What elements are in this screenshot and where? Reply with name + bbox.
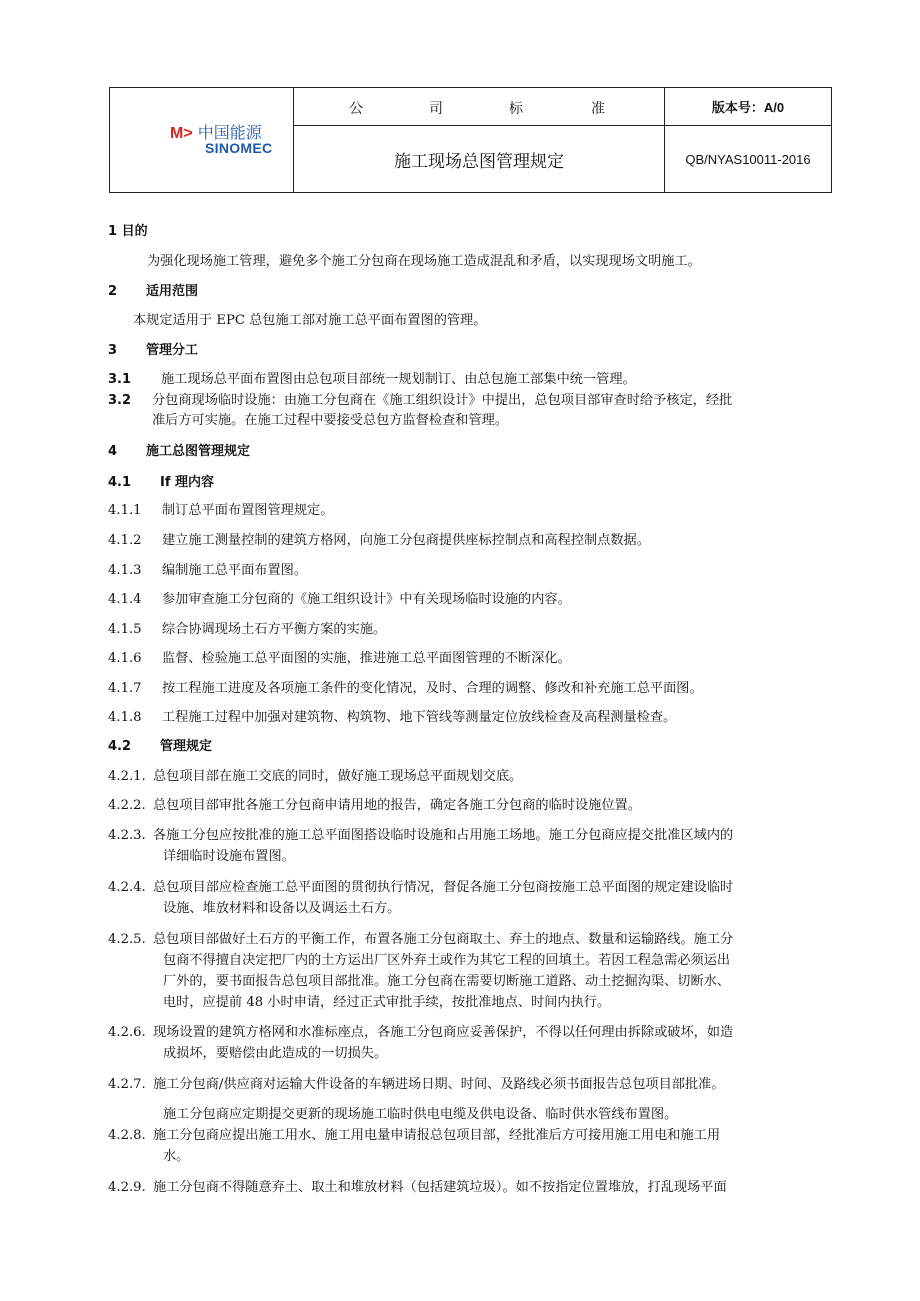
- item-num: 4.1.1: [108, 503, 142, 518]
- section-title: 管理分工: [146, 343, 199, 358]
- section-1-heading: [108, 223, 148, 241]
- section-1-text: 为强化现场施工管理，避免多个施工分包商在现场施工造成混乱和矛盾，以实现现场文明施工。: [147, 254, 701, 269]
- clause-3-1: [108, 371, 636, 389]
- standard-char: 公: [349, 101, 363, 117]
- item-text: 施工分包商/供应商对运输大件设备的车辆进场日期、时间、及路线必须书面报告总包项目部批准。: [153, 1077, 725, 1092]
- clause-num: 3.1: [108, 372, 132, 387]
- item-num: 4.2.2.: [108, 798, 146, 813]
- section-4-heading: [108, 443, 250, 461]
- company-logo: [110, 88, 294, 193]
- list-item: [108, 827, 734, 845]
- item-text: 参加审查施工分包商的《施工组织设计》中有关现场临时设施的内容。: [162, 592, 571, 607]
- list-item: [108, 1127, 721, 1145]
- item-text: 总包项目部在施工交底的同时，做好施工现场总平面规划交底。: [153, 769, 523, 784]
- item-text: 现场设置的建筑方格网和水准标座点，各施工分包商应妥善保护，不得以任何理由拆除或破坏，如造: [153, 1025, 734, 1040]
- list-item: [108, 797, 641, 815]
- section-3-heading: [108, 342, 198, 360]
- item-text: 编制施工总平面布置图。: [162, 563, 308, 578]
- item-text: 总包项目部做好土石方的平衡工作，布置各施工分包商取土、弃土的地点、数量和运输路线。施工分: [153, 932, 734, 947]
- item-text: 监督、检验施工总平面图的实施，推进施工总平面图管理的不断深化。: [162, 651, 571, 666]
- item-text-cont: 设施、堆放材料和设备以及调运土石方。: [163, 901, 401, 916]
- list-item: [108, 879, 734, 897]
- item-text: 建立施工测量控制的建筑方格网，向施工分包商提供座标控制点和高程控制点数据。: [162, 533, 650, 548]
- item-num: 4.2.6.: [108, 1025, 146, 1040]
- list-item: [108, 621, 387, 639]
- section-num: 2: [108, 284, 118, 299]
- item-num: 4.1.6: [108, 651, 142, 666]
- item-num: 4.2.5.: [108, 932, 146, 947]
- item-text-cont: 详细临时设施布置图。: [163, 849, 295, 864]
- section-num: 4: [108, 444, 118, 459]
- document-title: 施工现场总图管理规定: [294, 126, 665, 193]
- item-text-cont: 成损坏，要赔偿由此造成的一切损失。: [163, 1046, 388, 1061]
- list-item: [108, 502, 334, 520]
- section-4-2-heading: [108, 738, 213, 756]
- list-item: [108, 650, 571, 668]
- item-num: 4.2.8.: [108, 1128, 146, 1143]
- clause-3-2: [108, 392, 733, 410]
- item-num: 4.1.3: [108, 563, 142, 578]
- list-item: [108, 680, 703, 698]
- logo-mark: M>: [170, 125, 193, 142]
- item-text: 各施工分包应按批准的施工总平面图搭设临时设施和占用施工场地。施工分包商应提交批准区域内的: [153, 828, 734, 843]
- item-text-cont: 电时，应提前 48 小时申请，经过正式审批手续，按批准地点、时间内执行。: [163, 995, 611, 1010]
- item-num: 4.1.8: [108, 710, 142, 725]
- standard-char: 司: [429, 101, 443, 117]
- list-item: [108, 768, 523, 786]
- standard-char: 标: [509, 101, 523, 117]
- item-text: 工程施工过程中加强对建筑物、构筑物、地下管线等测量定位放线检查及高程测量检查。: [162, 710, 677, 725]
- item-num: 4.1.7: [108, 681, 142, 696]
- item-num: 4.1.5: [108, 622, 142, 637]
- section-4-1-heading: [108, 474, 215, 492]
- item-num: 4.2.9.: [108, 1180, 146, 1195]
- clause-text: 施工现场总平面布置图由总包项目部统一规划制订、由总包施工部集中统一管理。: [161, 372, 636, 387]
- item-text: 综合协调现场土石方平衡方案的实施。: [162, 622, 387, 637]
- item-num: 4.2.3.: [108, 828, 146, 843]
- section-2-text: 本规定适用于 EPC 总包施工部对施工总平面布置图的管理。: [133, 313, 487, 328]
- section-title: 适用范围: [146, 284, 199, 299]
- paragraph: 施工分包商应定期提交更新的现场施工临时供电电缆及供电设备、临时供水管线布置图。: [163, 1107, 678, 1122]
- item-text-cont: 包商不得擅自决定把厂内的土方运出厂区外弃土或作为其它工程的回填土。若因工程急需必须运出: [163, 953, 731, 968]
- list-item: [108, 931, 734, 949]
- clause-3-2-cont: 准后方可实施。在施工过程中要接受总包方监督检查和管理。: [152, 413, 509, 428]
- list-item: [108, 709, 677, 727]
- section-title: 管理规定: [160, 739, 213, 754]
- item-text: 制订总平面布置图管理规定。: [162, 503, 334, 518]
- clause-num: 3.2: [108, 393, 132, 408]
- document-header-table: [109, 87, 832, 193]
- list-item: [108, 1179, 727, 1197]
- standard-char: 准: [591, 101, 605, 117]
- standard-label-cell: [294, 88, 665, 126]
- item-text: 施工分包商不得随意弃土、取土和堆放材料（包括建筑垃圾）。如不按指定位置堆放，打乱现场平面: [153, 1180, 727, 1195]
- document-code: QB/NYAS10011-2016: [665, 126, 832, 193]
- logo-brand-cn: 中国能源: [197, 123, 262, 142]
- item-text: 总包项目部审批各施工分包商申请用地的报告，确定各施工分包商的临时设施位置。: [153, 798, 641, 813]
- item-text-cont: 厂外的，要书面报告总包项目部批准。施工分包商在需要切断施工道路、动土挖掘沟渠、切断水、: [163, 974, 731, 989]
- item-num: 4.1.4: [108, 592, 142, 607]
- section-title: If 理内容: [160, 475, 215, 490]
- item-num: 4.2.1.: [108, 769, 146, 784]
- version-cell: 版本号：A/0: [665, 88, 832, 126]
- list-item: [108, 1076, 725, 1094]
- logo-brand-en: SINOMEC: [205, 140, 273, 156]
- list-item: [108, 532, 650, 550]
- item-num: 4.2.4.: [108, 880, 146, 895]
- section-title: 目的: [121, 224, 148, 239]
- item-text: 总包项目部应检查施工总平面图的贯彻执行情况，督促各施工分包商按施工总平面图的规定建设临时: [153, 880, 734, 895]
- section-title: 施工总图管理规定: [146, 444, 251, 459]
- list-item: [108, 1024, 734, 1042]
- section-num: 4.2: [108, 739, 132, 754]
- section-num: 4.1: [108, 475, 132, 490]
- section-num: 1: [108, 224, 118, 239]
- item-text-cont: 水。: [163, 1149, 190, 1164]
- item-text: 施工分包商应提出施工用水、施工用电量申请报总包项目部，经批准后方可接用施工用电和施工用: [153, 1128, 721, 1143]
- section-2-heading: [108, 283, 198, 301]
- item-num: 4.2.7.: [108, 1077, 146, 1092]
- item-num: 4.1.2: [108, 533, 142, 548]
- list-item: [108, 562, 308, 580]
- item-text: 按工程施工进度及各项施工条件的变化情况，及时、合理的调整、修改和补充施工总平面图。: [162, 681, 703, 696]
- list-item: [108, 591, 571, 609]
- section-num: 3: [108, 343, 118, 358]
- clause-text: 分包商现场临时设施：由施工分包商在《施工组织设计》中提出，总包项目部审查时给予核定，经批: [152, 393, 733, 408]
